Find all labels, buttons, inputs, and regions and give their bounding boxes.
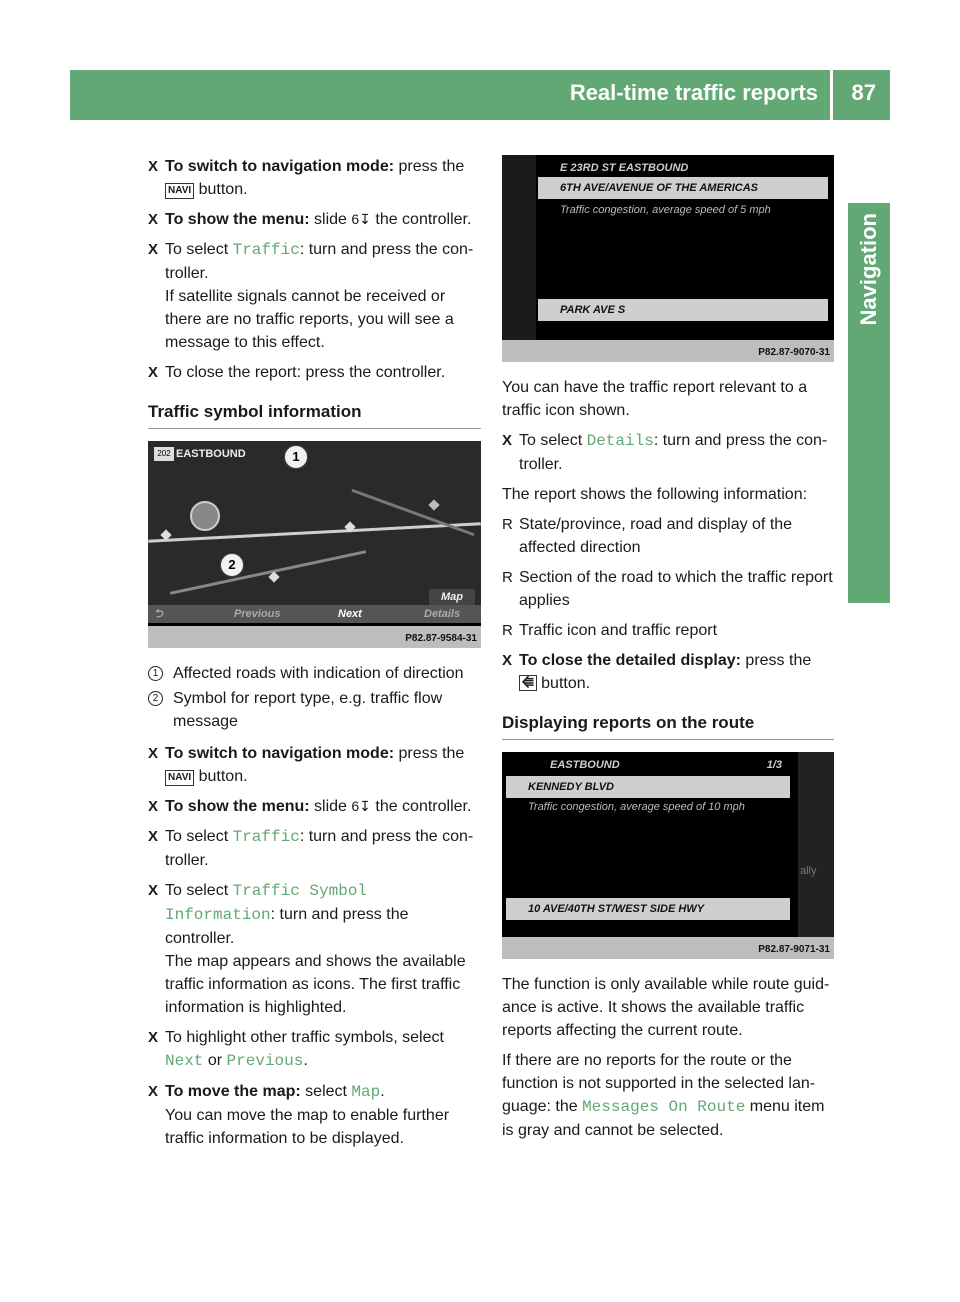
report-road-name: EASTBOUND xyxy=(550,759,620,771)
step-highlight-symbols xyxy=(148,1026,481,1073)
step-text: To highlight other traffic symbols, select xyxy=(165,1029,444,1046)
chapter-tab xyxy=(848,203,890,603)
menu-details: Details xyxy=(424,608,461,620)
map-button: Map xyxy=(429,589,475,605)
step-text: button. xyxy=(194,768,248,785)
step-text: press the xyxy=(740,652,812,669)
step-text: . xyxy=(303,1052,308,1069)
traffic-icon xyxy=(428,499,439,510)
image-code: P82.87-9071-31 xyxy=(758,944,830,955)
page-header xyxy=(70,70,890,120)
report-section-row: 6TH AVE/AVENUE OF THE AMERICAS xyxy=(538,177,828,199)
screenshot-traffic-map xyxy=(148,441,481,648)
image-code-bar xyxy=(502,937,834,959)
report-road-header xyxy=(506,754,790,776)
paragraph-route-function: The function is only available while route guidance is active. It shows the available traffic reports affecting the current route. xyxy=(502,976,830,1039)
report-road-header: E 23RD ST EASTBOUND xyxy=(560,162,689,174)
image-code-bar xyxy=(502,340,834,362)
navi-key-icon: NAVI xyxy=(165,183,194,199)
navi-key-icon: NAVI xyxy=(165,770,194,786)
menu-item-traffic-symbol-information: Traffic Symbol Information xyxy=(165,882,368,924)
legend-number-icon: 1 xyxy=(148,666,163,681)
report-counter: 1/3 xyxy=(766,759,782,771)
background-text: ally xyxy=(800,865,817,877)
step-note: You can move the map to enable further traffic information to be displayed. xyxy=(165,1107,450,1147)
report-section-end-row: 10 AVE/40TH ST/WEST SIDE HWY xyxy=(506,898,790,920)
step-text: : turn and press the controller. xyxy=(165,241,474,282)
header-title: Real-time traffic reports xyxy=(569,80,818,105)
step-text: button. xyxy=(536,675,591,692)
step-select-symbol-info xyxy=(148,879,481,1019)
legend-number-icon: 2 xyxy=(148,691,163,706)
menu-item-map: Map xyxy=(351,1083,381,1101)
step-note: The map appears and shows the available traffic information as icons. The first traffic information is highlighted. xyxy=(165,953,466,1016)
route-badge: 202 xyxy=(154,447,174,461)
section-title-reports-route: Displaying reports on the route xyxy=(502,711,834,740)
report-section-row: KENNEDY BLVD xyxy=(506,776,790,798)
legend-text: Symbol for report type, e.g. traffic flow message xyxy=(173,690,443,730)
section-title-traffic-symbol: Traffic symbol information xyxy=(148,400,481,429)
legend-item-2 xyxy=(148,687,481,733)
callout-2: 2 xyxy=(220,553,244,577)
step-text: To select xyxy=(165,828,233,845)
step-text: To select xyxy=(165,241,233,258)
step-navi-mode-2 xyxy=(148,742,481,788)
background-map-strip xyxy=(798,752,834,937)
report-section-end-row: PARK AVE S xyxy=(538,299,828,321)
report-panel xyxy=(502,752,794,937)
menu-item-messages-on-route: Messages On Route xyxy=(582,1098,746,1116)
map-menu-bar xyxy=(148,605,481,623)
paragraph-report-intro: You can have the traffic report relevant to a traffic icon shown. xyxy=(502,379,808,419)
screenshot-traffic-report xyxy=(502,155,834,362)
image-code: P82.87-9584-31 xyxy=(405,633,477,644)
map-road xyxy=(170,550,366,595)
menu-item-previous: Previous xyxy=(226,1052,304,1070)
step-select-traffic xyxy=(148,238,481,354)
menu-item-traffic: Traffic xyxy=(232,241,300,259)
header-divider xyxy=(830,70,833,120)
step-text: press the xyxy=(394,745,465,762)
step-text: To select xyxy=(165,882,233,899)
step-bold: To close the detailed display: xyxy=(519,652,741,669)
highlighted-traffic-icon xyxy=(190,501,220,531)
image-code-bar xyxy=(148,626,481,648)
step-select-traffic-2 xyxy=(148,825,481,872)
menu-item-traffic: Traffic xyxy=(232,828,300,846)
step-select-details xyxy=(502,429,834,476)
right-column xyxy=(502,155,834,1149)
paragraph-no-reports xyxy=(502,1049,834,1142)
bullet-item: R Section of the road to which the traffic report applies xyxy=(502,566,834,612)
chapter-tab-label: Navigation xyxy=(856,213,881,326)
step-text: the controller. xyxy=(370,211,472,228)
step-text: the controller. xyxy=(370,798,472,815)
step-text: press the xyxy=(394,158,465,175)
report-message: Traffic congestion, average speed of 10 mph xyxy=(528,801,745,813)
step-move-map xyxy=(148,1080,481,1150)
paragraph-text: menu item is gray and cannot be selected. xyxy=(502,1098,825,1139)
left-column xyxy=(148,155,481,1157)
step-text: slide xyxy=(309,798,352,815)
step-text: : turn and press the controller. xyxy=(519,432,828,473)
bullet-item: R Traffic icon and traffic report xyxy=(502,619,834,642)
report-side-panel xyxy=(502,155,536,362)
menu-next: Next xyxy=(338,608,362,620)
page-number: 87 xyxy=(851,80,876,105)
step-bold: To switch to navigation mode: xyxy=(165,158,395,175)
step-text: To select xyxy=(519,432,587,449)
screenshot-route-reports xyxy=(502,752,834,959)
paragraph-text: If there are no reports for the route or the function is not supported in the selected language: the xyxy=(502,1052,816,1115)
step-close-detailed xyxy=(502,649,834,695)
step-text: . xyxy=(380,1083,385,1100)
controller-slide-icon: 6↧ xyxy=(351,211,371,227)
step-note: If satellite signals cannot be received or there are no traffic reports, you will see a message to this effect. xyxy=(165,288,454,351)
controller-slide-icon: 6↧ xyxy=(351,798,371,814)
step-text: select xyxy=(300,1083,352,1100)
image-code: P82.87-9070-31 xyxy=(758,347,830,358)
step-show-menu-2 xyxy=(148,795,481,818)
step-bold: To switch to navigation mode: xyxy=(165,745,395,762)
legend-text: Affected roads with indication of direction xyxy=(173,665,464,682)
step-navi-mode xyxy=(148,155,481,201)
step-bold: To move the map: xyxy=(165,1083,301,1100)
back-button-icon: ⭅ xyxy=(519,675,537,691)
step-bold: To show the menu: xyxy=(165,211,310,228)
step-text: button. xyxy=(194,181,248,198)
step-close-report xyxy=(148,361,481,384)
menu-item-next: Next xyxy=(165,1052,204,1070)
bullet-item: R State/province, road and display of the affected direction xyxy=(502,513,834,559)
menu-item-details: Details xyxy=(586,432,654,450)
step-text: slide xyxy=(309,211,352,228)
step-text: or xyxy=(203,1052,227,1069)
report-message: Traffic congestion, average speed of 5 mph xyxy=(560,204,771,216)
step-text: To close the report: press the controller. xyxy=(165,364,446,381)
step-bold: To show the menu: xyxy=(165,798,310,815)
map-view xyxy=(148,441,481,621)
legend-item-1 xyxy=(148,662,481,685)
step-text: : turn and press the controller. xyxy=(165,828,474,869)
menu-previous: Previous xyxy=(234,608,281,620)
step-text: : turn and press the controller. xyxy=(165,906,409,947)
map-road-label: EASTBOUND xyxy=(176,448,246,460)
paragraph-report-info: The report shows the following information: xyxy=(502,486,808,503)
back-icon: ⮌ xyxy=(154,608,163,620)
callout-1: 1 xyxy=(284,445,308,469)
step-show-menu xyxy=(148,208,481,231)
